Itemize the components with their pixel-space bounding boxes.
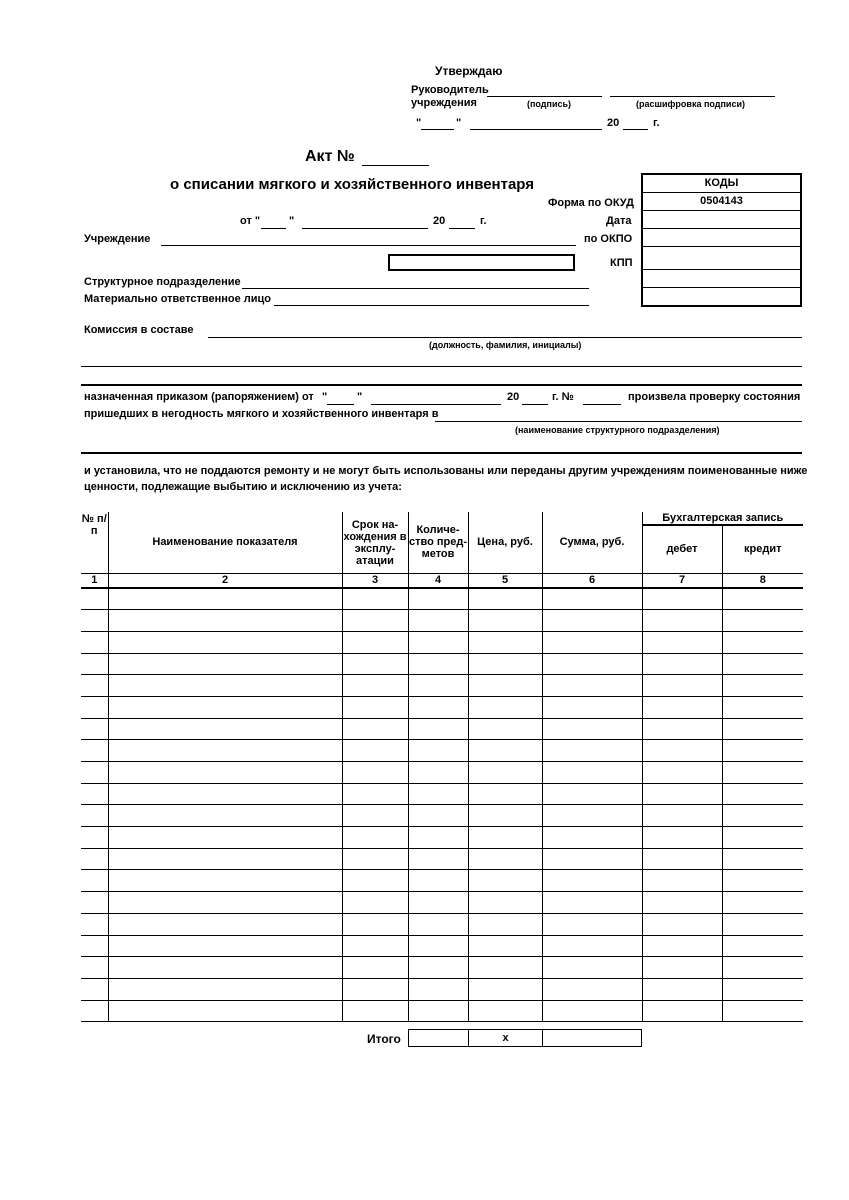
table-cell[interactable] (642, 740, 722, 762)
responsible-line[interactable] (274, 305, 589, 306)
table-cell[interactable] (342, 610, 408, 632)
table-cell[interactable] (108, 696, 342, 718)
table-cell[interactable] (542, 1000, 642, 1022)
table-cell[interactable] (342, 783, 408, 805)
table-cell[interactable] (408, 957, 468, 979)
table-cell[interactable] (468, 1000, 542, 1022)
table-row (81, 913, 803, 935)
table-row (81, 892, 803, 914)
order-prefix: назначенная приказом (рапоряжением) от (84, 391, 314, 403)
signature-decode-line[interactable] (610, 96, 775, 97)
col-number: 6 (542, 573, 642, 588)
table-cell[interactable] (722, 762, 803, 784)
table-cell[interactable] (542, 870, 642, 892)
table-cell[interactable] (642, 848, 722, 870)
table-row (81, 740, 803, 762)
date-code-cell[interactable] (643, 211, 800, 229)
table-cell[interactable] (81, 827, 108, 849)
table-cell[interactable] (542, 718, 642, 740)
table-cell[interactable] (542, 653, 642, 675)
department-line[interactable] (242, 288, 589, 289)
col-number: 5 (468, 573, 542, 588)
head-label-line2: учреждения (411, 97, 477, 109)
table-row (81, 827, 803, 849)
institution-code-box[interactable] (388, 254, 575, 271)
table-cell[interactable] (81, 892, 108, 914)
header-accounting: Бухгалтерская запись (642, 512, 803, 525)
act-day-line[interactable] (261, 228, 286, 229)
order-day-line[interactable] (327, 404, 354, 405)
order-year-prefix: 20 (507, 391, 520, 403)
table-cell[interactable] (342, 978, 408, 1000)
signature-line[interactable] (487, 96, 602, 97)
total-sum-cell[interactable] (542, 1029, 642, 1047)
signature-decode-caption: (расшифровка подписи) (636, 99, 745, 109)
table-row (81, 610, 803, 632)
act-date-from: от " (240, 215, 261, 227)
table-cell[interactable] (342, 653, 408, 675)
table-cell[interactable] (642, 696, 722, 718)
act-number-line[interactable] (362, 165, 429, 166)
table-cell[interactable] (108, 957, 342, 979)
table-cell[interactable] (342, 848, 408, 870)
table-cell[interactable] (408, 1000, 468, 1022)
department-label: Структурное подразделение (84, 276, 241, 288)
table-cell[interactable] (408, 892, 468, 914)
table-cell[interactable] (722, 718, 803, 740)
table-row (81, 631, 803, 653)
table-cell[interactable] (81, 783, 108, 805)
table-cell[interactable] (468, 718, 542, 740)
table-cell[interactable] (722, 870, 803, 892)
table-cell[interactable] (642, 957, 722, 979)
header-num (81, 512, 108, 573)
table-cell[interactable] (81, 978, 108, 1000)
total-qty-cell[interactable] (408, 1029, 469, 1047)
commission-caption: (должность, фамилия, инициалы) (429, 340, 582, 350)
table-cell[interactable] (408, 783, 468, 805)
table-cell[interactable] (81, 631, 108, 653)
table-row (81, 957, 803, 979)
table-cell[interactable] (468, 762, 542, 784)
act-month-line[interactable] (302, 228, 428, 229)
header-num-text: № п/п (81, 513, 107, 537)
unit-line[interactable] (435, 421, 802, 422)
table-cell[interactable] (722, 848, 803, 870)
table-row (81, 718, 803, 740)
table-cell[interactable] (642, 718, 722, 740)
col-number: 3 (342, 573, 408, 588)
table-cell[interactable] (642, 762, 722, 784)
date-label: Дата (606, 215, 632, 227)
order-number-label: г. № (552, 391, 574, 403)
table-cell[interactable] (542, 848, 642, 870)
header-name: Наименование показателя (108, 512, 342, 573)
table-cell[interactable] (81, 848, 108, 870)
table-cell[interactable] (108, 762, 342, 784)
table-cell[interactable] (468, 610, 542, 632)
approve-quote-close: " (456, 117, 462, 129)
header-credit: кредит (722, 525, 803, 573)
table-cell[interactable] (342, 631, 408, 653)
signature-caption: (подпись) (527, 99, 572, 109)
header-sum: Сумма, руб. (542, 512, 642, 573)
table-cell[interactable] (642, 1000, 722, 1022)
header-debit: дебет (642, 525, 722, 573)
table-cell[interactable] (408, 978, 468, 1000)
extra-code-cell-1[interactable] (643, 270, 800, 288)
table-cell[interactable] (542, 740, 642, 762)
table-cell[interactable] (468, 892, 542, 914)
table-row (81, 762, 803, 784)
table-cell[interactable] (408, 805, 468, 827)
responsible-label: Материально ответственное лицо (84, 293, 272, 305)
table-cell[interactable] (108, 848, 342, 870)
table-cell[interactable] (542, 762, 642, 784)
table-cell[interactable] (542, 913, 642, 935)
table-cell[interactable] (642, 892, 722, 914)
total-label: Итого (367, 1032, 401, 1046)
table-cell[interactable] (722, 892, 803, 914)
table-cell[interactable] (81, 935, 108, 957)
table-cell[interactable] (81, 653, 108, 675)
table-cell[interactable] (81, 675, 108, 697)
table-cell[interactable] (468, 957, 542, 979)
okpo-code-cell[interactable] (643, 229, 800, 247)
table-cell[interactable] (468, 978, 542, 1000)
table-cell[interactable] (642, 935, 722, 957)
table-cell[interactable] (468, 913, 542, 935)
table-cell[interactable] (408, 848, 468, 870)
table-cell[interactable] (722, 740, 803, 762)
table-cell[interactable] (722, 1000, 803, 1022)
table-cell[interactable] (108, 718, 342, 740)
total-price-cell: x (468, 1029, 543, 1047)
commission-line-2[interactable] (81, 366, 802, 367)
table-cell[interactable] (542, 978, 642, 1000)
table-cell[interactable] (108, 827, 342, 849)
table-cell[interactable] (108, 1000, 342, 1022)
table-row (81, 783, 803, 805)
table-cell[interactable] (342, 957, 408, 979)
table-cell[interactable] (408, 588, 468, 610)
approve-quote-open: " (416, 117, 422, 129)
table-cell[interactable] (722, 913, 803, 935)
table-cell[interactable] (108, 935, 342, 957)
table-cell[interactable] (722, 653, 803, 675)
table-cell[interactable] (408, 718, 468, 740)
table-cell[interactable] (408, 870, 468, 892)
table-cell[interactable] (408, 827, 468, 849)
table-cell[interactable] (408, 696, 468, 718)
table-cell[interactable] (342, 935, 408, 957)
table-cell[interactable] (108, 653, 342, 675)
col-number: 4 (408, 573, 468, 588)
table-cell[interactable] (642, 675, 722, 697)
extra-code-cell-2[interactable] (643, 288, 800, 305)
table-cell[interactable] (542, 588, 642, 610)
table-cell[interactable] (722, 805, 803, 827)
institution-label: Учреждение (84, 233, 151, 245)
table-cell[interactable] (722, 935, 803, 957)
table-cell[interactable] (722, 827, 803, 849)
table-row (81, 805, 803, 827)
established-line2: ценности, подлежащие выбытию и исключению из учета: (84, 481, 402, 493)
table-cell[interactable] (81, 805, 108, 827)
table-cell[interactable] (108, 978, 342, 1000)
table-cell[interactable] (408, 610, 468, 632)
act-year-prefix: 20 (433, 215, 446, 227)
table-cell[interactable] (642, 827, 722, 849)
approve-title: Утверждаю (435, 64, 503, 78)
inventory-table (81, 512, 803, 1022)
table-cell[interactable] (542, 610, 642, 632)
table-cell[interactable] (722, 957, 803, 979)
table-cell[interactable] (342, 892, 408, 914)
table-cell[interactable] (342, 870, 408, 892)
table-cell[interactable] (722, 696, 803, 718)
table-cell[interactable] (408, 740, 468, 762)
table-cell[interactable] (108, 631, 342, 653)
table-cell[interactable] (468, 827, 542, 849)
table-cell[interactable] (722, 588, 803, 610)
commission-line[interactable] (208, 337, 802, 338)
table-cell[interactable] (408, 631, 468, 653)
table-cell[interactable] (108, 610, 342, 632)
commission-line-3[interactable] (81, 384, 802, 386)
header-qty: Количе- ство пред- метов (408, 512, 468, 573)
act-date-quote: " (289, 215, 295, 227)
table-cell[interactable] (81, 610, 108, 632)
table-cell[interactable] (542, 935, 642, 957)
okud-label: Форма по ОКУД (548, 197, 634, 209)
table-row (81, 935, 803, 957)
okpo-label: по ОКПО (584, 233, 633, 245)
order-quote-close: " (357, 391, 363, 403)
col-number: 7 (642, 573, 722, 588)
table-cell[interactable] (642, 610, 722, 632)
table-cell[interactable] (408, 675, 468, 697)
table-cell[interactable] (108, 588, 342, 610)
table-cell[interactable] (722, 783, 803, 805)
table-cell[interactable] (722, 610, 803, 632)
table-cell[interactable] (108, 805, 342, 827)
table-cell[interactable] (468, 740, 542, 762)
table-body (81, 588, 803, 1022)
table-cell[interactable] (468, 870, 542, 892)
codes-header: КОДЫ (643, 175, 800, 193)
table-cell[interactable] (108, 675, 342, 697)
order-month-line[interactable] (371, 404, 501, 405)
table-cell[interactable] (108, 740, 342, 762)
approve-year-suffix: г. (653, 117, 660, 129)
table-cell[interactable] (81, 913, 108, 935)
unit-caption: (наименование структурного подразделения) (515, 425, 720, 435)
table-cell[interactable] (468, 783, 542, 805)
table-cell[interactable] (722, 978, 803, 1000)
table-cell[interactable] (342, 740, 408, 762)
table-cell[interactable] (342, 827, 408, 849)
table-cell[interactable] (342, 696, 408, 718)
table-cell[interactable] (408, 762, 468, 784)
table-cell[interactable] (468, 805, 542, 827)
table-cell[interactable] (408, 913, 468, 935)
table-cell[interactable] (342, 588, 408, 610)
act-year-line[interactable] (449, 228, 475, 229)
table-cell[interactable] (81, 696, 108, 718)
table-cell[interactable] (468, 588, 542, 610)
order-quote-open: " (322, 391, 328, 403)
table-cell[interactable] (108, 870, 342, 892)
table-cell[interactable] (642, 870, 722, 892)
table-row (81, 848, 803, 870)
table-cell[interactable] (342, 718, 408, 740)
order-year-line[interactable] (522, 404, 548, 405)
table-row (81, 1000, 803, 1022)
col-number: 1 (81, 573, 108, 588)
approve-year-line[interactable] (623, 129, 648, 130)
header-price: Цена, руб. (468, 512, 542, 573)
table-cell[interactable] (468, 631, 542, 653)
table-cell[interactable] (468, 935, 542, 957)
table-cell[interactable] (81, 740, 108, 762)
column-numbers-row (81, 573, 803, 588)
col-number: 8 (722, 573, 803, 588)
approve-year-prefix: 20 (607, 117, 620, 129)
table-cell[interactable] (542, 783, 642, 805)
table-cell[interactable] (542, 805, 642, 827)
table-cell[interactable] (108, 892, 342, 914)
okud-value: 0504143 (643, 193, 800, 211)
table-cell[interactable] (342, 1000, 408, 1022)
table-cell[interactable] (542, 631, 642, 653)
header-term: Срок на- хождения в эксплу- атации (342, 512, 408, 573)
table-row (81, 653, 803, 675)
approve-day-line[interactable] (421, 129, 454, 130)
table-cell[interactable] (81, 957, 108, 979)
table-cell[interactable] (642, 805, 722, 827)
kpp-label: КПП (610, 257, 633, 269)
table-cell[interactable] (408, 653, 468, 675)
table-cell[interactable] (408, 935, 468, 957)
table-cell[interactable] (642, 653, 722, 675)
institution-line[interactable] (161, 245, 576, 246)
table-cell[interactable] (542, 827, 642, 849)
table-cell[interactable] (468, 848, 542, 870)
table-cell[interactable] (642, 913, 722, 935)
table-cell[interactable] (642, 631, 722, 653)
head-label-line1: Руководитель (411, 84, 489, 96)
table-cell[interactable] (722, 631, 803, 653)
table-cell[interactable] (542, 892, 642, 914)
table-row (81, 978, 803, 1000)
table-cell[interactable] (722, 675, 803, 697)
table-row (81, 675, 803, 697)
table-cell[interactable] (108, 783, 342, 805)
act-subtitle: о списании мягкого и хозяйственного инвентаря (170, 176, 535, 193)
table-cell[interactable] (81, 718, 108, 740)
table-cell[interactable] (342, 805, 408, 827)
table-cell[interactable] (81, 1000, 108, 1022)
table-cell[interactable] (81, 588, 108, 610)
act-year-suffix: г. (480, 215, 487, 227)
unusable-line-label: пришедших в негодность мягкого и хозяйственного инвентаря в (84, 408, 439, 420)
table-cell[interactable] (108, 913, 342, 935)
table-cell[interactable] (342, 762, 408, 784)
table-cell[interactable] (542, 957, 642, 979)
col-number: 2 (108, 573, 342, 588)
table-cell[interactable] (542, 675, 642, 697)
codes-box (641, 173, 802, 307)
unit-line-2[interactable] (81, 452, 802, 454)
act-title: Акт № (305, 148, 355, 165)
table-row (81, 588, 803, 610)
table-cell[interactable] (468, 675, 542, 697)
table-cell[interactable] (81, 870, 108, 892)
table-cell[interactable] (642, 783, 722, 805)
order-suffix: произвела проверку состояния (628, 391, 801, 403)
table-cell[interactable] (542, 696, 642, 718)
commission-label: Комиссия в составе (84, 324, 194, 336)
table-cell[interactable] (642, 978, 722, 1000)
approve-month-line[interactable] (470, 129, 602, 130)
kpp-code-cell[interactable] (643, 247, 800, 270)
table-row (81, 870, 803, 892)
table-cell[interactable] (642, 588, 722, 610)
table-cell[interactable] (342, 675, 408, 697)
order-number-line[interactable] (583, 404, 621, 405)
table-cell[interactable] (468, 653, 542, 675)
table-cell[interactable] (468, 696, 542, 718)
table-row (81, 696, 803, 718)
table-cell[interactable] (81, 762, 108, 784)
established-line1: и установила, что не поддаются ремонту и не могут быть использованы или переданы другим учреждениям поименованные ниже (84, 465, 808, 477)
table-cell[interactable] (342, 913, 408, 935)
